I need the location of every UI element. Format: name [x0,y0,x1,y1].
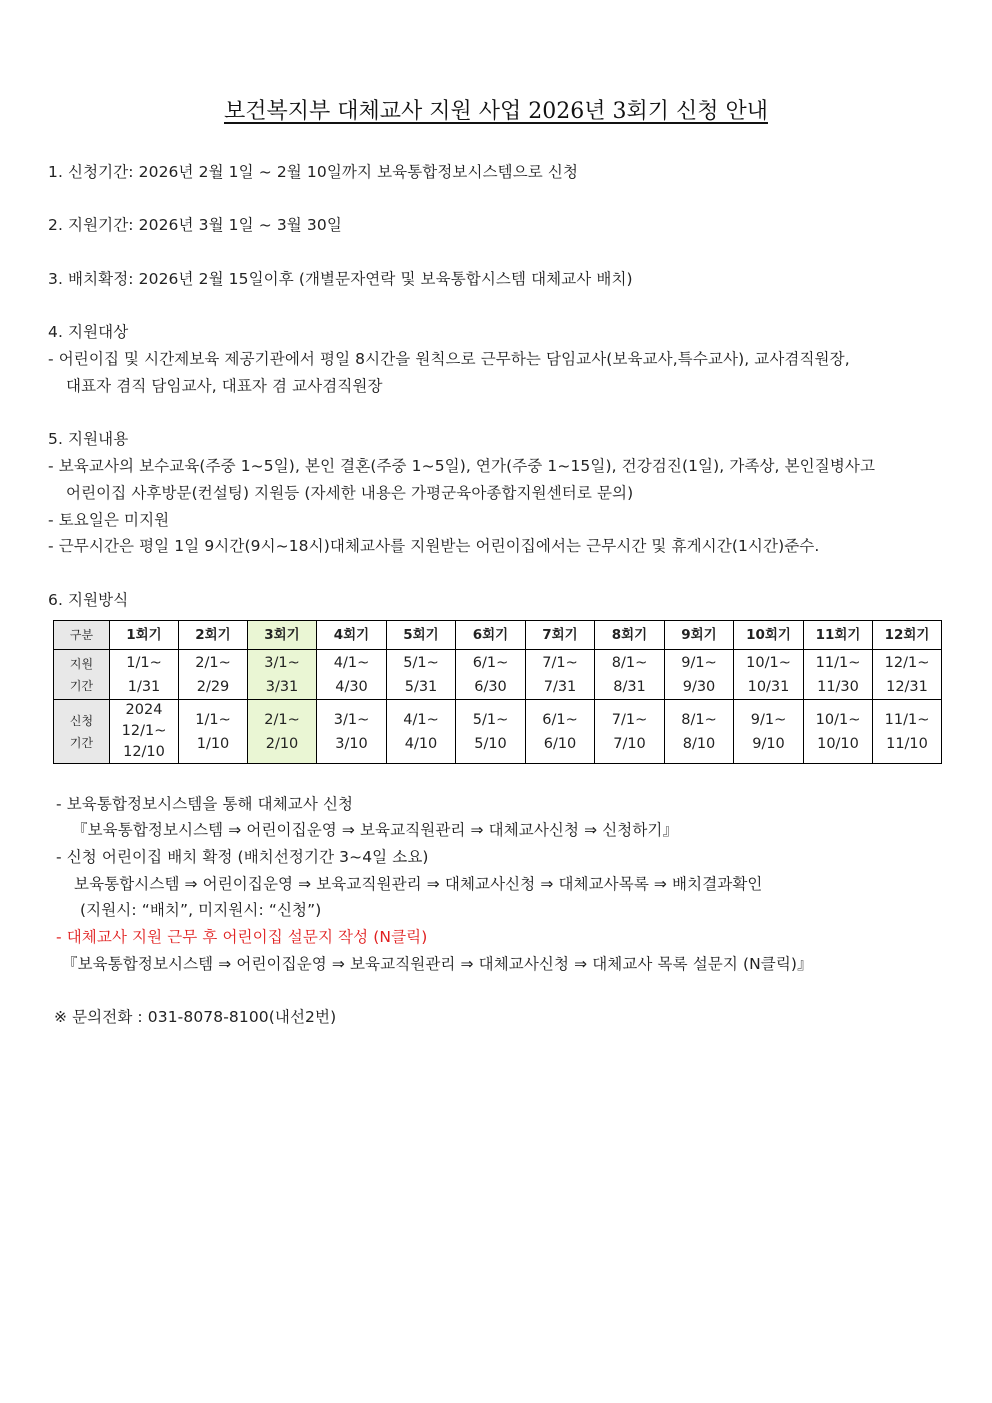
item-support-period: 2. 지원기간: 2026년 3월 1일 ~ 3월 30일 [48,216,342,234]
cell-start: 9/1~ [681,654,717,671]
cell-start: 12/1~ [884,654,930,671]
cell-end: 7/10 [613,735,646,752]
step-1-path: 『보육통합정보시스템 ⇒ 어린이집운영 ⇒ 보육교직원관리 ⇒ 대체교사신청 ⇒ 신청하기』 [72,821,679,839]
table-cell [734,700,804,764]
item-content-line-2: 어린이집 사후방문(컨설팅) 지원등 (자세한 내용은 가평군육아종합지원센터로 문의) [66,484,634,502]
cell-end: 8/10 [682,735,716,752]
page-title: 보건복지부 대체교사 지원 사업 2026년 3회기 신청 안내 [224,99,768,124]
header-cell: 8회기 [595,621,665,650]
table-cell [456,650,526,700]
cell-end: 1/10 [196,735,230,752]
cell-start: 10/1~ [746,654,791,671]
label-line: 신청 [69,713,94,728]
cell-end: 10/31 [747,678,790,695]
cell-end: 4/10 [404,735,438,752]
header-cell: 10회기 [734,621,804,650]
cell-start: 7/1~ [611,711,648,728]
cell-end: 2/29 [196,678,230,695]
cell-end: 5/31 [404,678,438,695]
cell-end: 3/31 [265,678,299,695]
table-cell-highlighted [248,700,317,764]
header-cell: 6회기 [456,621,526,650]
contact-phone: ※ 문의전화 : 031-8078-8100(내선2번) [54,1008,337,1026]
cell-start: 1/1~ [195,711,231,728]
cell-end: 3/10 [335,735,368,752]
step-3-path: 『보육통합정보시스템 ⇒ 어린이집운영 ⇒ 보육교직원관리 ⇒ 대체교사신청 ⇒ 대체교사 목록 설문지 (N클릭)』 [62,955,813,973]
header-cell: 4회기 [317,621,387,650]
table-cell [110,650,179,700]
cell-end: 2/10 [265,735,299,752]
cell-start: 7/1~ [542,654,578,671]
item-content-line-4: - 근무시간은 평일 1일 9시간(9시~18시)대체교사를 지원받는 어린이집에서는 근무시간 및 휴게시간(1시간)준수. [48,537,820,555]
table-cell [595,650,665,700]
table-cell [387,700,456,764]
cell-start: 8/1~ [681,711,717,728]
header-cell: 11회기 [804,621,873,650]
apply-period-label [54,700,110,764]
cell-end: 6/30 [474,678,507,695]
item-placement-confirm: 3. 배치확정: 2026년 2월 15일이후 (개별문자연락 및 보육통합시스템 대체교사 배치) [48,270,633,288]
cell-start: 4/1~ [333,654,370,671]
item-target-heading: 4. 지원대상 [48,323,129,341]
header-cell-highlighted: 3회기 [248,621,317,650]
label-line: 기간 [69,735,94,750]
cell-start: 6/1~ [542,711,578,728]
cell-end: 10/10 [817,735,859,752]
cell-start: 1/1~ [126,654,162,671]
table-cell [110,700,179,764]
table-cell-highlighted [248,650,317,700]
step-2-path: 보육통합시스템 ⇒ 어린이집운영 ⇒ 보육교직원관리 ⇒ 대체교사신청 ⇒ 대체교사목록 ⇒ 배치결과확인 [74,875,763,893]
apply-period-row [54,700,942,764]
cell-start: 4/1~ [403,711,439,728]
table-cell [179,700,248,764]
cell-start: 9/1~ [750,711,787,728]
step-2-note: (지원시: “배치”, 미지원시: “신청”) [80,901,322,919]
cell-start: 10/1~ [815,711,861,728]
table-cell [873,650,942,700]
item-apply-period: 1. 신청기간: 2026년 2월 1일 ~ 2월 10일까지 보육통합정보시스템으로 신청 [48,163,579,181]
cell-end: 11/10 [886,735,928,752]
header-cell: 2회기 [179,621,248,650]
table-header-row [54,621,942,650]
table-cell [595,700,665,764]
cell-end: 8/31 [613,678,646,695]
item-content-line-1: - 보육교사의 보수교육(주중 1~5일), 본인 결혼(주중 1~5일), 연가(주중 1~15일), 건강검진(1일), 가족상, 본인질병사고 [48,457,876,475]
cell-year: 2024 [125,702,163,718]
table-cell [317,700,387,764]
cell-start: 12/1~ [121,723,167,739]
cell-end: 1/31 [127,678,161,695]
label-line: 기간 [69,678,94,693]
header-cell: 5회기 [387,621,456,650]
table-corner-cell: 구분 [54,621,110,650]
header-cell: 7회기 [526,621,595,650]
header-cell: 9회기 [665,621,734,650]
cell-end: 9/10 [752,735,785,752]
item-target-line-2: 대표자 겸직 담임교사, 대표자 겸 교사겸직원장 [66,377,383,395]
item-content-heading: 5. 지원내용 [48,430,129,448]
cell-end: 7/31 [543,678,577,695]
cell-end: 12/10 [123,744,165,760]
table-cell [387,650,456,700]
cell-start: 2/1~ [195,654,231,671]
table-cell [526,700,595,764]
table-cell [804,700,873,764]
item-content-line-3: - 토요일은 미지원 [48,511,170,529]
table-cell [734,650,804,700]
item-target-line-1: - 어린이집 및 시간제보육 제공기관에서 평일 8시간을 원칙으로 근무하는 담임교사(보육교사,특수교사), 교사겸직원장, [48,350,850,368]
table-cell [456,700,526,764]
cell-start: 11/1~ [815,654,861,671]
item-method-heading: 6. 지원방식 [48,591,129,609]
step-3-survey-notice: - 대체교사 지원 근무 후 어린이집 설문지 작성 (N클릭) [56,928,428,946]
cell-start: 2/1~ [264,711,300,728]
table-cell [665,650,734,700]
cell-start: 8/1~ [611,654,648,671]
table-cell [873,700,942,764]
label-line: 지원 [69,656,94,671]
cell-start: 11/1~ [884,711,930,728]
cell-end: 11/30 [817,678,859,695]
schedule-table [53,620,942,764]
step-2: - 신청 어린이집 배치 확정 (배치선정기간 3~4일 소요) [56,848,429,866]
table-cell [665,700,734,764]
table-cell [804,650,873,700]
header-cell: 1회기 [110,621,179,650]
cell-start: 5/1~ [403,654,439,671]
cell-end: 5/10 [474,735,507,752]
table-cell [317,650,387,700]
support-period-row [54,650,942,700]
cell-start: 3/1~ [264,654,300,671]
table-cell [526,650,595,700]
cell-end: 4/30 [335,678,368,695]
cell-end: 9/30 [682,678,716,695]
table-cell [179,650,248,700]
cell-start: 6/1~ [472,654,509,671]
cell-start: 5/1~ [472,711,509,728]
cell-end: 6/10 [543,735,577,752]
cell-end: 12/31 [886,678,928,695]
header-cell: 12회기 [873,621,942,650]
support-period-label [54,650,110,700]
cell-start: 3/1~ [333,711,370,728]
step-1: - 보육통합정보시스템을 통해 대체교사 신청 [56,795,354,813]
